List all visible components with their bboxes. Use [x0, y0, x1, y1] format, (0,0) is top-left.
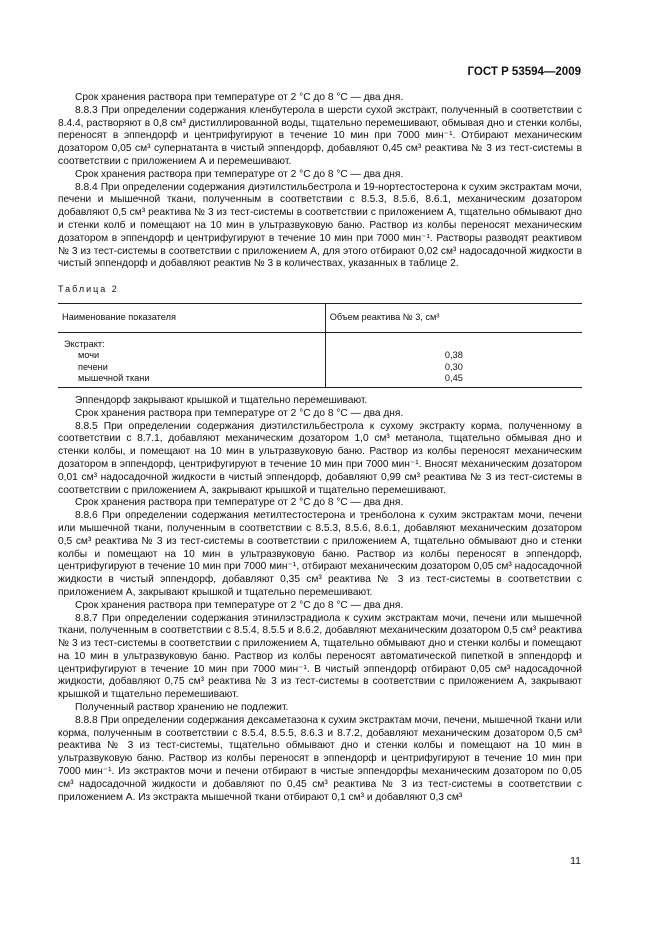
paragraph: Срок хранения раствора при температуре от 2 °C до 8 °C — два дня.: [75, 599, 404, 611]
paragraph: Срок хранения раствора при температуре от 2 °C до 8 °C — два дня.: [75, 92, 404, 103]
paragraph: Полученный раствор хранению не подлежит.: [75, 702, 289, 714]
paragraph: Срок хранения раствора при температуре от 2 °C до 8 °C — два дня.: [75, 168, 404, 180]
table-caption: Таблица 2: [58, 284, 119, 295]
paragraph: Срок хранения раствора при температуре от 2 °C до 8 °C — два дня.: [75, 497, 404, 509]
paragraph: 8.8.5 При определении содержания диэтилстильбестрола к сухому экстракту корма, полученному в соответствии с 8.7.1, добавляют механическим дозатором 1,0 см³ метанола, тщательно обмывая дно и стенки колбы, и помещают на 10 мин в ультразвуковую баню. Раствор из колбы переносят механическим дозатором в эппендорф, центрифугируют в течение 10 мин при 7000 мин⁻¹. Вносят механическим дозатором 0,01 см³ надосадочной жидкости в чистый эппендорф, добавляют 0,99 см³ реактива № 3 из тест-системы в соответствии с приложением А, закрывают крышкой и тщательно перемешивают.: [58, 420, 582, 496]
table-row-label: мочи: [78, 350, 100, 361]
table-group-label: Экстракт:: [64, 338, 105, 349]
table-label-cell: [58, 332, 325, 387]
reagent-volume-table: [58, 303, 582, 388]
table-row-value: 0,30: [444, 361, 463, 372]
table-row-label: мышечной ткани: [78, 373, 150, 384]
paragraph: 8.8.7 При определении содержания этинилэстрадиола к сухим экстрактам мочи, печени или мышечной ткани, полученным в соответствии с 8.5.4, 8.5.5 и 8.6.2, добавляют механическим дозатором 0,5 см³ реактива № 3 из тест-системы в соответствии с приложением А, тщательно обмывают дно и стенки колбы и помещают на 10 мин в ультразвуковую баню. Раствор из колбы переносят автоматической пипеткой в эппендорф и центрифугируют в течение 10 мин при 7000 мин⁻¹. В чистый эппендорф отбирают 0,05 см³ надосадочной жидкости, добавляют 0,75 см³ реактива № 3 из тест-системы в соответствии с приложением А, закрывают крышкой и тщательно перемешивают.: [58, 612, 582, 701]
table-header-volume: Объем реактива № 3, см³: [325, 303, 582, 332]
table-row-value: 0,45: [444, 373, 463, 384]
paragraph: 8.8.4 При определении содержания диэтилстильбестрола и 19-нортестостерона к сухим экстрактам мочи, печени и мышечной ткани, полученным в соответствии с 8.5.3, 8.5.6, 8.6.1, механическим дозатором добавляют 0,5 см³ реактива № 3 из тест-системы в соответствии с приложением А, тщательно обмывают дно и стенки колб и помещают на 10 мин в ультразвуковую баню. Раствор из колбы переносят механическим дозатором в эппендорф и центрифугируют в течение 10 мин при 7000 мин⁻¹. Растворы разводят реактивом № 3 из тест-системы в соответствии с приложением А, для этого отбирают 0,02 см³ надосадочной жидкости в чистый эппендорф и добавляют реактив № 3 в количествах, указанных в таблице 2.: [58, 181, 582, 270]
paragraph: Срок хранения раствора при температуре от 2 °C до 8 °C — два дня.: [75, 407, 404, 419]
table-row-value: 0,38: [444, 350, 463, 361]
table-value-cell: [325, 332, 582, 387]
paragraph: 8.8.3 При определении содержания кленбутерола в шерсти сухой экстракт, полученный в соответствии с 8.4.4, растворяют в 0,8 см³ дистиллированной воды, тщательно перемешивают, обмывая дно и стенки колбы, переносят в эппендорф и центрифугируют в течение 10 мин при 7000 мин⁻¹. Отбирают механическим дозатором 0,05 см³ супернатанта в чистый эппендорф, добавляют 0,45 см³ реактива № 3 из тест-системы в соответствии с приложением А и перемешивают.: [58, 104, 582, 167]
table-header-name: Наименование показателя: [58, 303, 325, 332]
paragraph: 8.8.6 При определении содержания метилтестостерона и тренболона к сухим экстрактам мочи, печени или мышечной ткани, полученным в соответствии с 8.5.3, 8.5.6, 8.6.1, добавляют механическим дозатором 0,5 см³ реактива № 3 из тест-системы в соответствии с приложением А, тщательно обмывают дно и стенки колбы и помещают на 10 мин в ультразвуковую баню. Раствор из колбы переносят в эппендорф, центрифугируют в течение 10 мин при 7000 мин⁻¹, отбирают механическим дозатором 0,05 см³ надосадочной жидкости в чистый эппендорф, добавляют 0,35 см³ реактива № 3 из тест-системы в соответствии с приложением А, закрывают крышкой и тщательно перемешивают.: [58, 510, 582, 598]
body-text: [58, 92, 582, 804]
table-row-label: печени: [78, 361, 108, 372]
table-header-row: [58, 303, 582, 332]
document-header: ГОСТ Р 53594—2009: [467, 66, 581, 78]
page-number: 11: [570, 855, 581, 867]
table-body-row: [58, 332, 582, 387]
paragraph: 8.8.8 При определении содержания дексаметазона к сухим экстрактам мочи, печени, мышечной ткани или корма, полученным в соответствии с 8.5.4, 8.5.5, 8.6.3 и 8.7.2, добавляют механическим дозатором 0,5 см³ реактива № 3 из тест-системы, тщательно обмывают дно и стенки колбы и помещают на 10 мин в ультразвуковую баню. Раствор из колбы переносят в эппендорф и центрифугируют в течение 10 мин при 7000 мин⁻¹. Из экстрактов мочи и печени отбирают в чистые эппендорфы механическим дозатором по 0,05 см³ надосадочной жидкости и добавляют по 0,45 см³ реактива № 3 из тест-системы в соответствии с приложением А. Из экстракта мышечной ткани отбирают 0,1 см³ и добавляют 0,3 см³: [58, 714, 582, 803]
paragraph: Эппендорф закрывают крышкой и тщательно перемешивают.: [75, 394, 368, 406]
